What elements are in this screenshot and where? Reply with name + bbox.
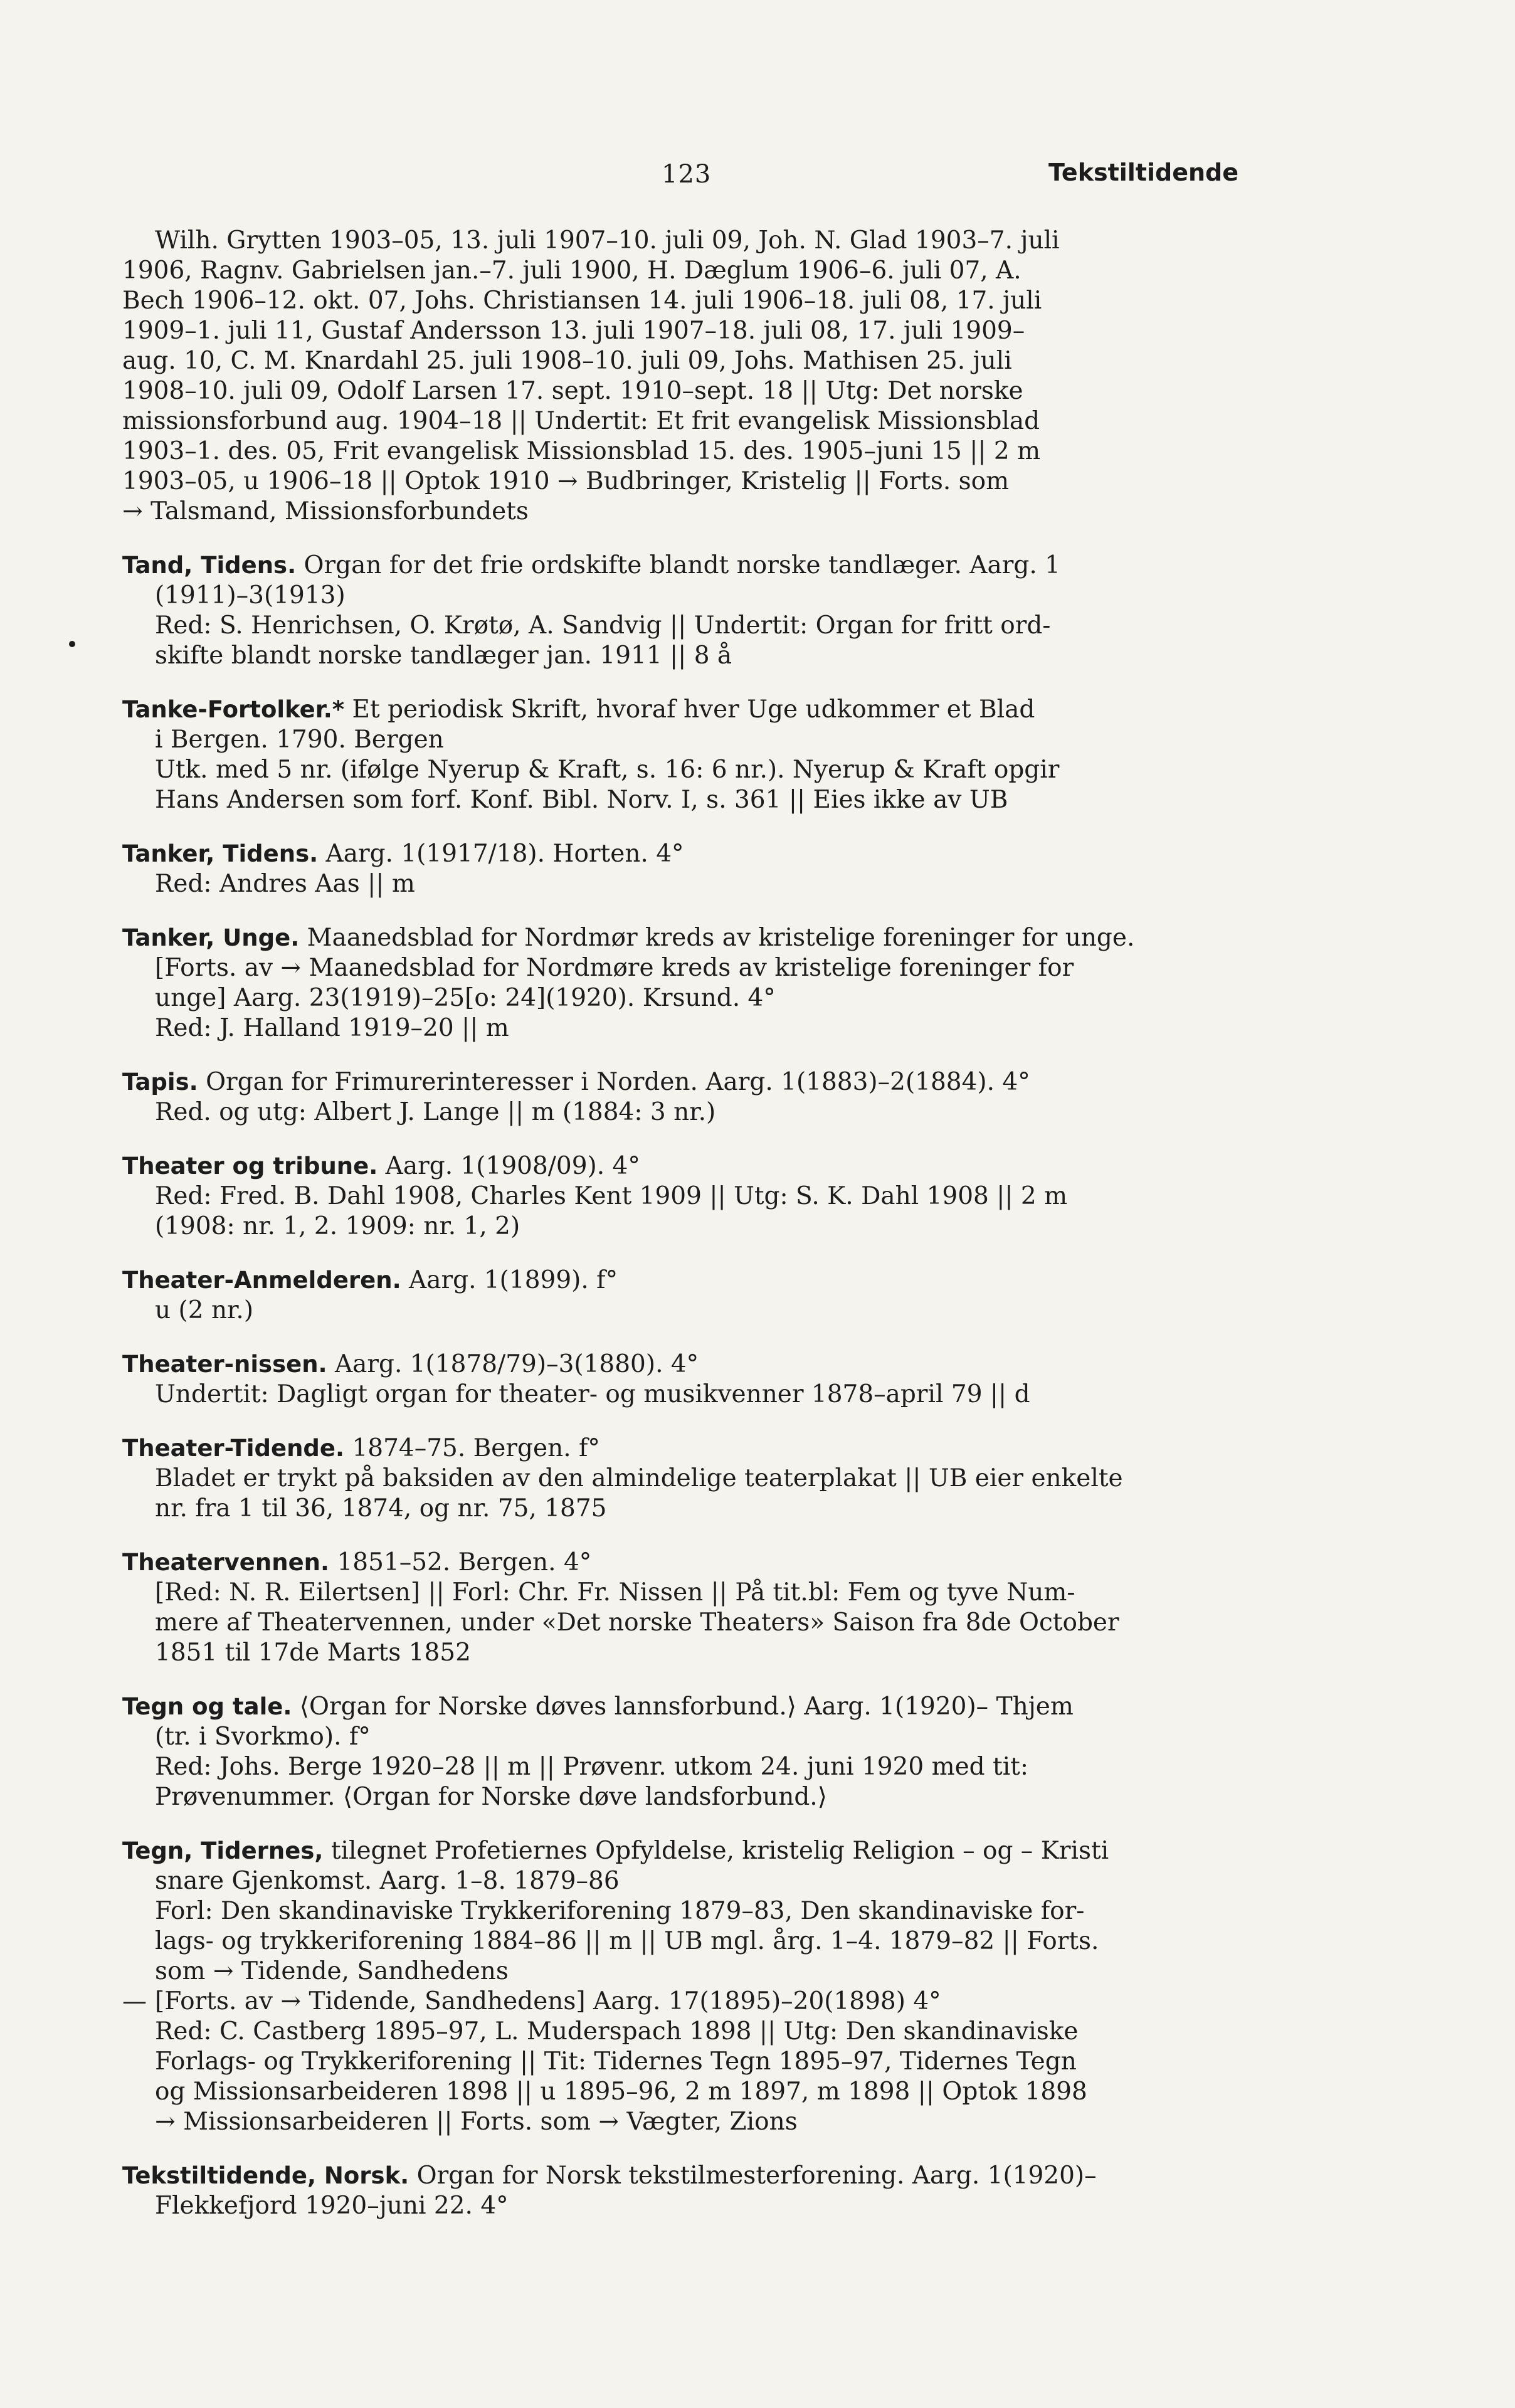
catalog-entry (122, 1836, 1238, 2137)
entry-headword: Theater og tribune. (122, 1153, 378, 1180)
entry-line: Red. og utg: Albert J. Lange || m (1884: 3 nr.) (155, 1098, 716, 1126)
page-header (122, 160, 1238, 198)
catalog-entry (122, 1434, 1238, 1524)
entry-description: 1851–52. Bergen. 4° (329, 1548, 592, 1576)
catalog-entry (122, 2161, 1238, 2221)
entry-list (122, 226, 1238, 2245)
entry-first-line (122, 1434, 1238, 1464)
catalog-entry (122, 551, 1238, 671)
continuation-dash: — (122, 1987, 147, 2015)
entry-description: Organ for Frimurerinteresser i Norden. Aarg. 1(1883)–2(1884). 4° (198, 1068, 1030, 1096)
entry-line: skifte blandt norske tandlæger jan. 1911 || 8 å (155, 642, 732, 670)
entry-line: 1851 til 17de Marts 1852 (155, 1639, 471, 1667)
entry-line: Prøvenummer. ⟨Organ for Norske døve landsforbund.⟩ (155, 1783, 827, 1811)
entry-line: [Forts. av → Maanedsblad for Nordmøre kreds av kristelige foreninger for (155, 954, 1074, 982)
entry-description: Aarg. 1(1917/18). Horten. 4° (318, 840, 684, 868)
entry-line: Forlags- og Trykkeriforening || Tit: Tidernes Tegn 1895–97, Tidernes Tegn (155, 2047, 1077, 2076)
catalog-entry (122, 226, 1238, 527)
entry-first-line (122, 839, 1238, 869)
entry-line: missionsforbund aug. 1904–18 || Undertit: Et frit evangelisk Missionsblad (122, 407, 1040, 435)
entry-line: snare Gjenkomst. Aarg. 1–8. 1879–86 (155, 1867, 620, 1895)
entry-first-line (122, 2161, 1238, 2191)
entry-line: Red: S. Henrichsen, O. Krøtø, A. Sandvig || Undertit: Organ for fritt ord- (155, 611, 1051, 640)
catalog-entry (122, 695, 1238, 815)
entry-headword: Theater-Anmelderen. (122, 1267, 401, 1294)
entry-line: 1908–10. juli 09, Odolf Larsen 17. sept. 1910–sept. 18 || Utg: Det norske (122, 377, 1023, 405)
catalog-entry (122, 1265, 1238, 1326)
entry-first-line (122, 695, 1238, 725)
entry-first-line (122, 1151, 1238, 1181)
running-title: Tekstiltidende (1048, 159, 1238, 186)
catalog-entry (122, 1067, 1238, 1127)
catalog-entry (122, 839, 1238, 899)
entry-line: i Bergen. 1790. Bergen (155, 726, 444, 754)
entry-description: Et periodisk Skrift, hvoraf hver Uge udkommer et Blad (344, 695, 1035, 724)
catalog-entry (122, 1349, 1238, 1410)
entry-line: → Talsmand, Missionsforbundets (122, 497, 529, 525)
margin-mark (69, 641, 75, 647)
entry-line: Utk. med 5 nr. (ifølge Nyerup & Kraft, s. 16: 6 nr.). Nyerup & Kraft opgir (155, 756, 1060, 784)
entry-description: Maanedsblad for Nordmør kreds av kristelige foreninger for unge. (299, 924, 1135, 952)
entry-first-line (122, 1548, 1238, 1578)
entry-headword: Tand, Tidens. (122, 552, 297, 579)
entry-line: Red: Fred. B. Dahl 1908, Charles Kent 1909 || Utg: S. K. Dahl 1908 || 2 m (155, 1182, 1068, 1210)
entry-headword: Tapis. (122, 1069, 198, 1096)
catalog-entry (122, 923, 1238, 1043)
page-number: 123 (662, 160, 712, 189)
entry-description: tilegnet Profetiernes Opfyldelse, kristelig Religion – og – Kristi (323, 1837, 1109, 1865)
entry-line: Red: J. Halland 1919–20 || m (155, 1014, 509, 1042)
entry-line: Undertit: Dagligt organ for theater- og musikvenner 1878–april 79 || d (155, 1380, 1030, 1408)
catalog-entry (122, 1548, 1238, 1668)
entry-headword: Tegn, Tidernes, (122, 1837, 324, 1864)
entry-description: 1874–75. Bergen. f° (344, 1434, 600, 1462)
entry-line: Hans Andersen som forf. Konf. Bibl. Norv. I, s. 361 || Eies ikke av UB (155, 786, 1008, 814)
entry-headword: Theatervennen. (122, 1549, 330, 1576)
entry-description: ⟨Organ for Norske døves lannsforbund.⟩ Aarg. 1(1920)– Thjem (292, 1692, 1074, 1721)
entry-line: mere af Theatervennen, under «Det norske Theaters» Saison fra 8de October (155, 1608, 1119, 1637)
entry-line: Red: Andres Aas || m (155, 870, 415, 898)
entry-line: aug. 10, C. M. Knardahl 25. juli 1908–10. juli 09, Johs. Mathisen 25. juli (122, 347, 1012, 375)
entry-first-line (122, 1692, 1238, 1722)
entry-line: [Red: N. R. Eilertsen] || Forl: Chr. Fr. Nissen || På tit.bl: Fem og tyve Num- (155, 1578, 1075, 1607)
entry-line: Bladet er trykt på baksiden av den almindelige teaterplakat || UB eier enkelte (155, 1464, 1123, 1492)
entry-line: Bech 1906–12. okt. 07, Johs. Christiansen 14. juli 1906–18. juli 08, 17. juli (122, 287, 1042, 315)
entry-headword: Tanker, Tidens. (122, 840, 319, 867)
entry-description: Aarg. 1(1899). f° (401, 1266, 618, 1294)
entry-line: Red: C. Castberg 1895–97, L. Muderspach 1898 || Utg: Den skandinaviske (155, 2017, 1079, 2046)
entry-description: Organ for det frie ordskifte blandt norske tandlæger. Aarg. 1 (296, 551, 1060, 579)
entry-description: Organ for Norsk tekstilmesterforening. Aarg. 1(1920)– (409, 2162, 1097, 2190)
entry-line: Wilh. Grytten 1903–05, 13. juli 1907–10. juli 09, Joh. N. Glad 1903–7. juli (155, 226, 1060, 255)
entry-line: 1906, Ragnv. Gabrielsen jan.–7. juli 1900, H. Dæglum 1906–6. juli 07, A. (122, 256, 1021, 285)
entry-headword: Tegn og tale. (122, 1693, 292, 1720)
entry-first-line (122, 1836, 1238, 1866)
entry-line: Flekkefjord 1920–juni 22. 4° (155, 2192, 509, 2220)
entry-first-line (122, 1067, 1238, 1097)
entry-first-line (122, 1349, 1238, 1380)
entry-headword: Tanke-Fortolker.* (122, 696, 345, 723)
entry-line: som → Tidende, Sandhedens (155, 1957, 509, 1985)
entry-line: (1911)–3(1913) (155, 581, 346, 610)
entry-line: 1909–1. juli 11, Gustaf Andersson 13. juli 1907–18. juli 08, 17. juli 1909– (122, 317, 1025, 345)
entry-line: Red: Johs. Berge 1920–28 || m || Prøvenr. utkom 24. juni 1920 med tit: (155, 1753, 1028, 1781)
catalog-entry (122, 1692, 1238, 1812)
entry-line: u (2 nr.) (155, 1296, 254, 1324)
continuation-text: [Forts. av → Tidende, Sandhedens] Aarg. 17(1895)–20(1898) 4° (155, 1987, 941, 2015)
entry-line: → Missionsarbeideren || Forts. som → Vægter, Zions (155, 2108, 798, 2136)
catalog-entry (122, 1151, 1238, 1242)
entry-line: unge] Aarg. 23(1919)–25[o: 24](1920). Krsund. 4° (155, 984, 776, 1012)
entry-description: Aarg. 1(1878/79)–3(1880). 4° (327, 1350, 699, 1378)
entry-description: Aarg. 1(1908/09). 4° (377, 1152, 640, 1180)
entry-headword: Tekstiltidende, Norsk. (122, 2162, 409, 2189)
entry-continuation-line (122, 1987, 1238, 2017)
entry-first-line (122, 551, 1238, 581)
entry-line: og Missionsarbeideren 1898 || u 1895–96, 2 m 1897, m 1898 || Optok 1898 (155, 2078, 1087, 2106)
entry-headword: Theater-Tidende. (122, 1435, 345, 1462)
entry-headword: Tanker, Unge. (122, 924, 300, 951)
entry-headword: Theater-nissen. (122, 1351, 327, 1378)
entry-line: nr. fra 1 til 36, 1874, og nr. 75, 1875 (155, 1494, 607, 1523)
entry-line: 1903–1. des. 05, Frit evangelisk Missionsblad 15. des. 1905–juni 15 || 2 m (122, 437, 1041, 465)
entry-first-line (122, 1265, 1238, 1296)
entry-first-line (122, 923, 1238, 953)
entry-line: (1908: nr. 1, 2. 1909: nr. 1, 2) (155, 1212, 520, 1240)
entry-line: lags- og trykkeriforening 1884–86 || m || UB mgl. årg. 1–4. 1879–82 || Forts. (155, 1927, 1099, 1955)
entry-line: Forl: Den skandinaviske Trykkeriforening 1879–83, Den skandinaviske for- (155, 1897, 1085, 1925)
entry-line: (tr. i Svorkmo). f° (155, 1723, 371, 1751)
entry-line: 1903–05, u 1906–18 || Optok 1910 → Budbringer, Kristelig || Forts. som (122, 467, 1010, 495)
